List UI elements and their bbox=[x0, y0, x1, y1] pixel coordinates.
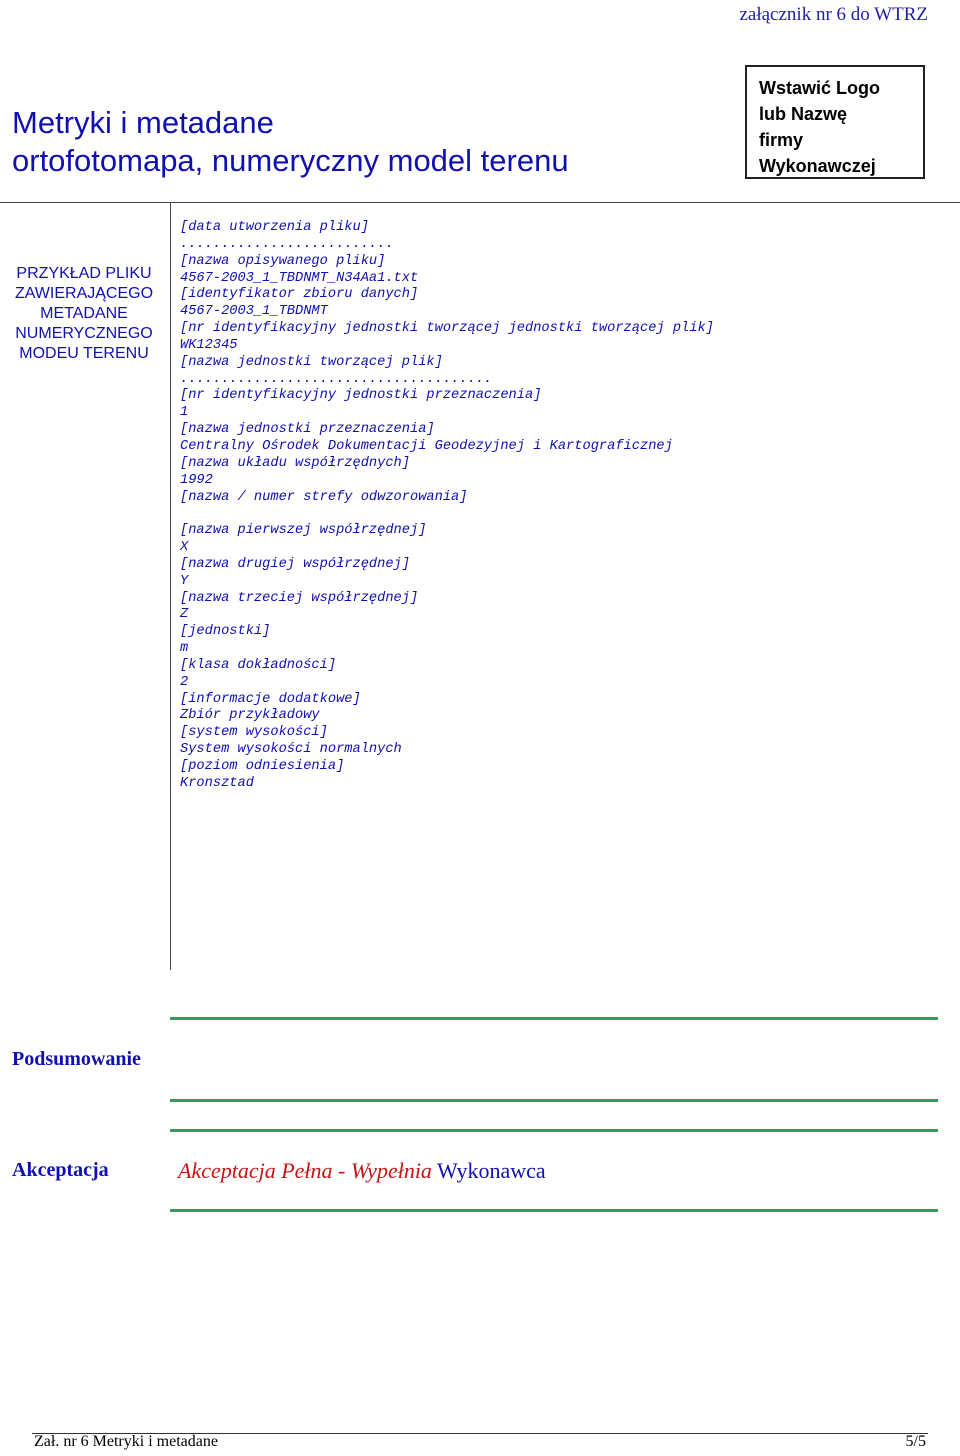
metadata-line: [klasa dokładności] bbox=[180, 657, 337, 673]
logo-placeholder-box bbox=[745, 65, 925, 179]
annex-note: załącznik nr 6 do WTRZ bbox=[739, 4, 928, 25]
metadata-line: 1992 bbox=[180, 472, 213, 488]
logo-line: firmy bbox=[759, 130, 804, 150]
header-divider bbox=[0, 202, 960, 203]
metadata-line: [poziom odniesienia] bbox=[180, 759, 345, 774]
footer-page-number: 5/5 bbox=[905, 1433, 926, 1450]
metadata-line: [informacje dodatkowe] bbox=[180, 691, 361, 707]
metadata-line: m bbox=[180, 641, 189, 657]
metadata-line: [jednostki] bbox=[180, 624, 271, 640]
metadata-line: Kronsztad bbox=[180, 775, 254, 791]
logo-line: Wstawić Logo bbox=[759, 78, 880, 98]
title-line-2: ortofotomapa, numeryczny model terenu bbox=[12, 143, 569, 178]
metadata-line: [nr identyfikacyjny jednostki tworzącej jednostki tworzącej plik] bbox=[180, 321, 714, 337]
metadata-line: Y bbox=[180, 573, 189, 589]
metadata-line: [system wysokości] bbox=[180, 725, 328, 741]
column-divider bbox=[170, 202, 171, 970]
footer-document-name: Zał. nr 6 Metryki i metadane bbox=[34, 1433, 218, 1450]
side-label-line: METADANE bbox=[40, 305, 128, 322]
acceptance-label: Akceptacja bbox=[12, 1159, 109, 1181]
side-label-line: MODEU TERENU bbox=[19, 345, 149, 362]
metadata-file-content bbox=[180, 220, 714, 793]
metadata-line: [nazwa drugiej współrzędnej] bbox=[180, 556, 410, 572]
document-title bbox=[12, 104, 569, 180]
metadata-line: [nazwa pierwszej współrzędnej] bbox=[180, 523, 427, 539]
metadata-line: Z bbox=[180, 607, 189, 623]
acceptance-value bbox=[178, 1158, 546, 1184]
metadata-line: [data utworzenia pliku] bbox=[180, 220, 369, 235]
metadata-line: .......................... bbox=[180, 236, 394, 252]
acceptance-status: Akceptacja Pełna - bbox=[178, 1158, 346, 1183]
side-label-line: PRZYKŁAD PLIKU bbox=[16, 265, 152, 282]
metadata-line: [nazwa jednostki tworzącej plik] bbox=[180, 354, 443, 370]
metadata-line: [nazwa układu współrzędnych] bbox=[180, 455, 410, 471]
side-label-line: ZAWIERAJĄCEGO bbox=[14, 285, 154, 302]
summary-label: Podsumowanie bbox=[12, 1048, 141, 1070]
metadata-line: Centralny Ośrodek Dokumentacji Geodezyjnej i Kartograficznej bbox=[180, 438, 673, 454]
metadata-line: [nr identyfikacyjny jednostki przeznaczenia] bbox=[180, 388, 542, 404]
acceptance-filled-by: Wypełnia bbox=[350, 1158, 432, 1183]
metadata-line: [nazwa opisywanego pliku] bbox=[180, 253, 386, 269]
summary-bottom-rule bbox=[170, 1099, 938, 1102]
example-file-label bbox=[4, 264, 164, 364]
metadata-line: Zbiór przykładowy bbox=[180, 708, 320, 724]
side-label-line: NUMERYCZNEGO bbox=[15, 325, 153, 342]
metadata-line: X bbox=[180, 540, 189, 556]
metadata-line: ...................................... bbox=[180, 371, 493, 387]
metadata-line: [nazwa / numer strefy odwzorowania] bbox=[180, 489, 468, 505]
summary-top-rule bbox=[170, 1017, 938, 1020]
logo-line: Wykonawczej bbox=[759, 156, 876, 176]
acceptance-party: Wykonawca bbox=[437, 1158, 546, 1183]
metadata-line: [nazwa jednostki przeznaczenia] bbox=[180, 422, 435, 438]
acceptance-bottom-rule bbox=[170, 1209, 938, 1212]
metadata-line: System wysokości normalnych bbox=[180, 742, 402, 758]
logo-line: lub Nazwę bbox=[759, 104, 848, 124]
metadata-line: 4567-2003_1_TBDNMT_N34Aa1.txt bbox=[180, 270, 419, 286]
metadata-line: WK12345 bbox=[180, 337, 238, 353]
metadata-line: [identyfikator zbioru danych] bbox=[180, 287, 419, 303]
metadata-line bbox=[180, 506, 714, 523]
acceptance-top-rule bbox=[170, 1129, 938, 1132]
metadata-line: [nazwa trzeciej współrzędnej] bbox=[180, 590, 419, 606]
metadata-line: 1 bbox=[180, 405, 189, 421]
metadata-line: 2 bbox=[180, 674, 189, 690]
title-line-1: Metryki i metadane bbox=[12, 105, 274, 140]
metadata-line: 4567-2003_1_TBDNMT bbox=[180, 304, 328, 320]
